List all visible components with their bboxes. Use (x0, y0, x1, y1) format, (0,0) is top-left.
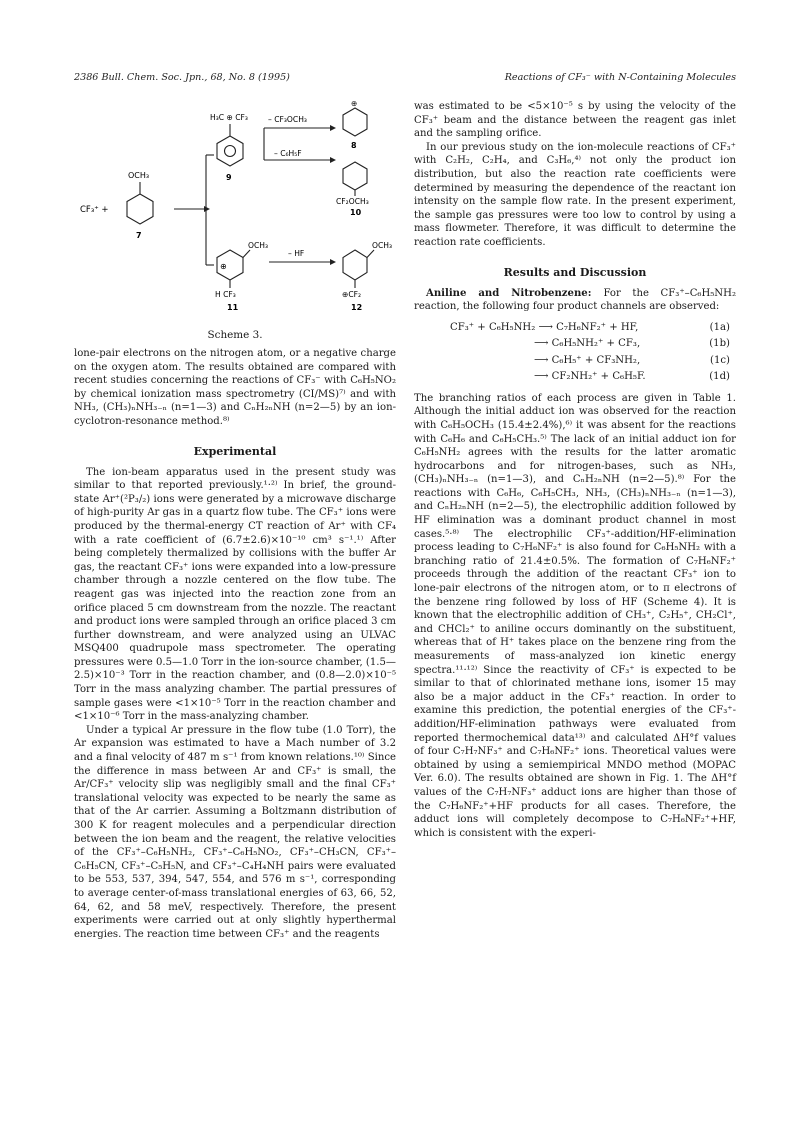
oxonium-complex-label: H₃C ⊕ CF₃ (210, 113, 248, 122)
previous-study-paragraph: In our previous study on the ion-molecule reactions of CF₃⁺ with C₂H₂, C₂H₄, and C₃H₆,⁴⁾ not only the product ion distribution, but also the reaction rate coefficients were determined by measuring the dependence of the reactant ion intensity on the sample flow rate. In the present experiment, the sample gas pressures were too low to control by using a mass flowmeter. Therefore, it was difficult to determine the reaction rate coefficients. (414, 141, 736, 248)
compound-number-8: 8 (351, 141, 357, 150)
plus-charge-8: ⊕ (351, 100, 358, 108)
compound-number-7: 7 (136, 231, 142, 240)
reaction-1a (414, 320, 736, 337)
cf2-cation-label-12: ⊕CF₂ (342, 290, 362, 299)
aniline-paragraph (414, 287, 736, 314)
aniline-lead: Aniline and Nitrobenzene: (426, 287, 592, 299)
reaction-number: (1a) (709, 321, 730, 333)
loss-cf3och3-label: – CF₃OCH₃ (268, 115, 307, 124)
left-column (74, 100, 396, 941)
reaction-equation: CF₃⁺ + C₆H₅NH₂ ⟶ C₇H₆NF₂⁺ + HF, (450, 321, 639, 333)
branching-paragraph: The branching ratios of each process are given in Table 1. Although the initial adduct ion was observed for the reaction with C₆H₅OCH₃ (15.4±2.4%),⁶⁾ it was absent for the reactions with C₆H₆ and C₆H₅CH₃.⁵⁾ The lack of an initial adduct ion for C₆H₅NH₂ agrees with the results for the latter aromatic hydrocarbons and for nitrogen-bases, such as NH₃, (CH₃)ₙNH₃₋ₙ (n=1—3), and CₙH₂ₙNH (n=2—5).⁸⁾ For the reactions with C₆H₆, C₆H₅CH₃, NH₃, (CH₃)ₙNH₃₋ₙ (n=1—3), and CₙH₂ₙNH (n=2—5), the electrophilic addition followed by HF elimination was a dominant product channel in most cases.⁵·⁸⁾ The electrophilic CF₃⁺-addition/HF-elimination process leading to C₇H₆NF₂⁺ is also found for C₆H₅NH₂ with a branching ratio of 21.4±0.5%. The formation of C₇H₆NF₂⁺ proceeds through the addition of the reactant CF₃⁺ ion to lone-pair electrons of the nitrogen atom, or to π electrons of the benzene ring followed by loss of HF (Scheme 4). It is known that the electrophilic addition of CH₃⁺, C₂H₅⁺, CH₂Cl⁺, and CHCl₂⁺ to aniline occurs dominantly on the substituent, whereas that of H⁺ takes place on the benzene ring from the measurements of mass-analyzed ion kinetic energy spectra.¹¹·¹²⁾ Since the reactivity of CF₃⁺ is expected to be similar to that of chlorinated methane ions, isomer 15 may also be a major adduct in the CF₃⁺ reaction. In order to examine this prediction, the potential energies of the CF₃⁺-addition/HF-elimination pathways were evaluated from reported thermochemical data¹³⁾ and calculated ΔH°f values of four C₇H₇NF₃⁺ and C₇H₆NF₂⁺ ions. Theoretical values were obtained by using a semiempirical MNDO method (MOPAC Ver. 6.0). The results obtained are shown in Fig. 1. The ΔH°f values of the C₇H₇NF₃⁺ adduct ions are higher than those of the C₇H₆NF₂⁺+HF products for all cases. Therefore, the adduct ions will completely decompose to C₇H₆NF₂⁺+HF, which is consistent with the experi- (414, 392, 736, 839)
header-citation: 2386 Bull. Chem. Soc. Jpn., 68, No. 8 (1995) (74, 72, 290, 83)
running-header (74, 72, 736, 86)
methoxy-label-11: OCH₃ (248, 241, 269, 250)
compound-number-11: 11 (227, 303, 239, 312)
ring-12 (343, 250, 367, 280)
experimental-continuation: was estimated to be <5×10⁻⁵ s by using the velocity of the CF₃⁺ beam and the distance between the reagent gas inlet and the sampling orifice. (414, 101, 736, 140)
scheme-caption: Scheme 3. (207, 329, 263, 341)
loss-c6h5f-label: – C₆H₅F (274, 149, 302, 158)
compound-number-12: 12 (351, 303, 363, 312)
intro-continuation: lone-pair electrons on the nitrogen atom, or a negative charge on the oxygen atom. The results obtained are compared with recent studies concerning the reactions of CF₃⁻ with C₆H₅NO₂ by chemical ionization mass spectrometry (CI/MS)⁷⁾ and with NH₃, (CH₃)ₙNH₃₋ₙ (n=1—3) and CₙH₂ₙNH (n=2—5) by an ion-cyclotron-resonance method.⁸⁾ (74, 348, 396, 427)
reaction-1d (414, 369, 736, 386)
reactant-ion-label: CF₃⁺ + (80, 205, 109, 215)
reaction-number: (1b) (709, 338, 730, 350)
h-cf3-label: H CF₃ (215, 290, 236, 299)
ring-10 (343, 162, 367, 190)
results-heading: Results and Discussion (503, 265, 647, 279)
methoxy-label-7: OCH₃ (128, 171, 150, 180)
header-title: Reactions of CF₃⁻ with N-Containing Molecules (504, 72, 736, 83)
ring-7 (127, 194, 153, 224)
reaction-equation: ⟶ CF₂NH₂⁺ + C₆H₅F. (534, 371, 646, 383)
ring-9 (217, 136, 243, 166)
scheme-3-numbers (74, 300, 396, 314)
reaction-equation: ⟶ C₆H₅⁺ + CF₃NH₂, (534, 354, 641, 366)
reaction-number: (1d) (709, 371, 730, 383)
reaction-number: (1c) (710, 354, 730, 366)
experimental-paragraph-1: The ion-beam apparatus used in the present study was similar to that reported previously.¹·²⁾ In brief, the ground-state Ar⁺(²P₃/₂) ions were generated by a microwave discharge of high-purity Ar gas in a quartz flow tube. The CF₃⁺ ions were produced by the thermal-energy CT reaction of Ar⁺ with CF₄ with a rate coefficient of (6.7±2.6)×10⁻¹⁰ cm³ s⁻¹.¹⁾ After being completely thermalized by collisions with the buffer Ar gas, the reactant CF₃⁺ ions were expanded into a low-pressure chamber through a nozzle centered on the flow tube. The reagent gas was injected into the reaction zone from an orifice placed 5 cm downstream from the nozzle. The reactant and product ions were sampled through an orifice placed 3 cm further downstream, and were analyzed using an ULVAC MSQ400 quadrupole mass spectrometer. The operating pressures were 0.5—1.0 Torr in the ion-source chamber, (1.5—2.5)×10⁻³ Torr in the reaction chamber, and (0.8—2.0)×10⁻⁵ Torr in the mass analyzing chamber. The partial pressures of sample gases were <1×10⁻⁵ Torr in the reaction chamber and <1×10⁻⁶ Torr in the mass-analyzing chamber. (74, 466, 396, 723)
scheme-3-diagram (74, 100, 396, 300)
methoxy-label-12: OCH₃ (372, 241, 393, 250)
compound-number-9: 9 (226, 173, 232, 182)
compound-number-10: 10 (350, 208, 362, 217)
plus-charge-11: ⊕ (220, 262, 227, 271)
product-10-label: CF₂OCH₃ (336, 197, 369, 206)
ring-8 (343, 108, 367, 136)
experimental-paragraph-2: Under a typical Ar pressure in the flow tube (1.0 Torr), the Ar expansion was estimated to have a Mach number of 3.2 and a final velocity of 487 m s⁻¹ from known relations.¹⁰⁾ Since the difference in mass between Ar and CF₃⁺ is small, the Ar/CF₃⁺ velocity slip was negligibly small and the final CF₃⁺ translational velocity was expected to be nearly the same as that of the Ar carrier. Assuming a Boltzmann distribution of 300 K for reagent molecules and a perpendicular direction between the ion beam and the reagent, the relative velocities of the CF₃⁺–C₆H₅NH₂, CF₃⁺–C₆H₅NO₂, CF₃⁺–CH₃CN, CF₃⁺–C₆H₅CN, CF₃⁺–C₅H₅N, and CF₃⁺–C₄H₄NH pairs were evaluated to be 553, 537, 394, 547, 554, and 576 m s⁻¹, corresponding to average center-of-mass translational energies of 63, 66, 52, 64, 62, and 58 meV, respectively. Therefore, the present experiments were carried out at only slightly hyperthermal energies. The reaction time between CF₃⁺ and the reagents (74, 724, 396, 940)
reaction-equation: ⟶ C₆H₅NH₂⁺ + CF₃, (534, 338, 641, 350)
loss-hf-label: – HF (288, 249, 305, 258)
reaction-1c (414, 353, 736, 370)
scheme-3 (74, 100, 396, 325)
reaction-1b (414, 336, 736, 353)
experimental-heading: Experimental (193, 444, 277, 458)
right-column (414, 100, 736, 840)
aniline-text: For the CF₃⁺–C₆H₅NH₂ reaction, the following four product channels are observed: (414, 287, 736, 313)
